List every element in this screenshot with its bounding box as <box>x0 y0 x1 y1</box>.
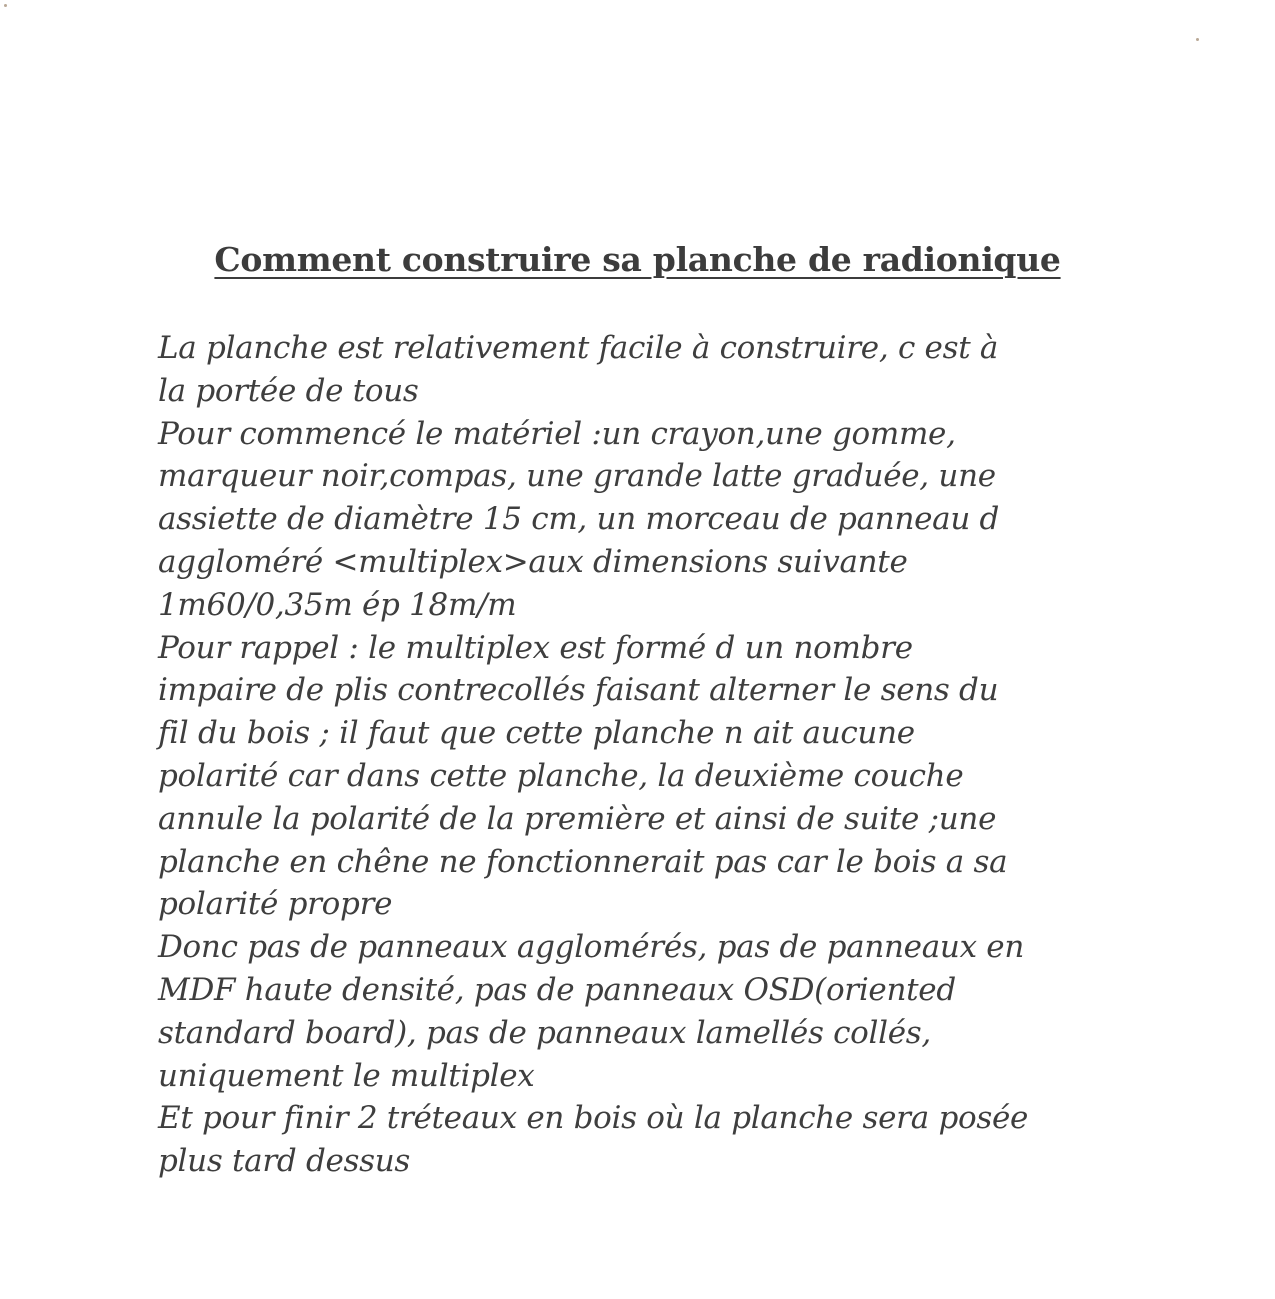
scan-speck <box>4 4 7 7</box>
body-line: annule la polarité de la première et ainsi de suite ;une <box>158 800 997 837</box>
body-line: aggloméré <multiplex>aux dimensions suivante <box>158 543 908 580</box>
body-line: plus tard dessus <box>158 1143 411 1180</box>
body-line: MDF haute densité, pas de panneaux OSD(oriented <box>158 971 956 1008</box>
body-line: Pour commencé le matériel :un crayon,une gomme, <box>158 415 956 452</box>
scan-speck <box>1196 38 1199 41</box>
document-title <box>0 238 1275 282</box>
body-line: La planche est relativement facile à construire, c est à <box>158 330 999 366</box>
document-body <box>158 327 1138 1183</box>
body-line: impaire de plis contrecollés faisant alterner le sens du <box>158 672 999 709</box>
body-line: planche en chêne ne fonctionnerait pas car le bois a sa <box>158 843 1008 880</box>
body-line: 1m60/0,35m ép 18m/m <box>158 586 517 623</box>
document-title-text: Comment construire sa planche de radionique <box>214 240 1061 279</box>
body-line: assiette de diamètre 15 cm, un morceau de panneau d <box>158 501 1000 538</box>
body-line: polarité propre <box>158 886 393 923</box>
body-line: la portée de tous <box>158 372 419 409</box>
body-line: polarité car dans cette planche, la deuxième couche <box>158 757 964 794</box>
body-line: Pour rappel : le multiplex est formé d un nombre <box>158 629 913 666</box>
body-line: Donc pas de panneaux agglomérés, pas de panneaux en <box>158 929 1025 966</box>
body-line: Et pour finir 2 tréteaux en bois où la planche sera posée <box>158 1100 1029 1137</box>
body-line: uniquement le multiplex <box>158 1057 535 1094</box>
body-line: marqueur noir,compas, une grande latte graduée, une <box>158 458 996 495</box>
body-line: standard board), pas de panneaux lamellés collés, <box>158 1014 931 1051</box>
body-line: fil du bois ; il faut que cette planche n ait aucune <box>158 715 915 752</box>
